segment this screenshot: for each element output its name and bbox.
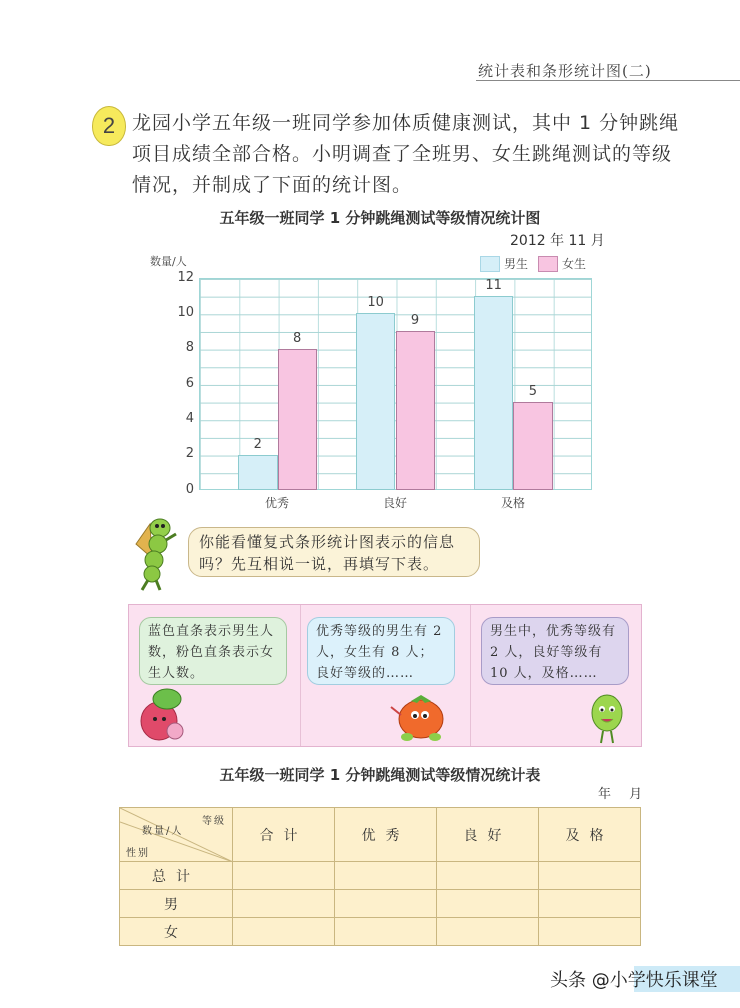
page-header-title: 统计表和条形统计图(二) bbox=[478, 62, 652, 80]
bar-girls-0 bbox=[278, 349, 317, 490]
y-tick: 12 bbox=[177, 270, 194, 285]
table-cell-input[interactable] bbox=[437, 918, 539, 946]
table-cell-input[interactable] bbox=[233, 918, 335, 946]
pepper-character-icon bbox=[585, 687, 629, 745]
table-cell-input[interactable] bbox=[335, 862, 437, 890]
legend-label-boys: 男生 bbox=[504, 257, 529, 271]
y-tick: 6 bbox=[185, 376, 194, 391]
chart-legend bbox=[480, 255, 586, 272]
legend-label-girls: 女生 bbox=[562, 257, 587, 271]
row-label-boys: 男 bbox=[120, 890, 233, 918]
y-axis-label: 数量/人 bbox=[150, 255, 187, 268]
x-category-label: 及格 bbox=[500, 496, 525, 510]
bar-value-label: 11 bbox=[485, 277, 502, 293]
table-cell-input[interactable] bbox=[539, 918, 641, 946]
bar-boys-1 bbox=[356, 313, 395, 490]
corner-label-gender: 性别 bbox=[126, 848, 150, 859]
caterpillar-character-icon bbox=[130, 514, 182, 592]
statistics-table bbox=[119, 807, 641, 946]
problem-number-badge bbox=[92, 106, 126, 146]
bar-boys-2 bbox=[474, 296, 513, 490]
table-date: 年 月 bbox=[598, 787, 643, 802]
y-tick: 2 bbox=[185, 446, 194, 461]
bar-value-label: 9 bbox=[410, 313, 420, 328]
table-cell-input[interactable] bbox=[233, 862, 335, 890]
chart-title: 五年级一班同学 1 分钟跳绳测试等级情况统计图 bbox=[219, 209, 541, 227]
table-row bbox=[120, 890, 641, 918]
table-cell-input[interactable] bbox=[539, 862, 641, 890]
radish-character-icon bbox=[137, 687, 187, 743]
watermark-text: 头条 @小学快乐课堂 bbox=[550, 970, 718, 991]
table-row bbox=[120, 862, 641, 890]
x-category-label: 良好 bbox=[382, 496, 407, 510]
header-divider bbox=[476, 80, 740, 81]
table-cell-input[interactable] bbox=[335, 890, 437, 918]
column-header-good: 良好 bbox=[437, 808, 539, 862]
speech-bubble-blue: 优秀等级的男生有 2 人，女生有 8 人；良好等级的…… bbox=[307, 617, 455, 685]
y-tick: 0 bbox=[185, 482, 194, 497]
bar-boys-0 bbox=[238, 455, 277, 490]
bar-value-label: 2 bbox=[253, 436, 262, 452]
table-cell-input[interactable] bbox=[233, 890, 335, 918]
y-tick: 8 bbox=[185, 340, 194, 355]
speech-bubble-green: 蓝色直条表示男生人数，粉色直条表示女生人数。 bbox=[139, 617, 287, 685]
table-cell-input[interactable] bbox=[335, 918, 437, 946]
row-label-total: 总计 bbox=[120, 862, 233, 890]
y-tick: 4 bbox=[185, 411, 194, 426]
problem-number: 2 bbox=[102, 113, 116, 138]
bar-value-label: 10 bbox=[367, 295, 384, 311]
legend-swatch-girls bbox=[538, 256, 558, 272]
corner-label-quantity: 数量/人 bbox=[142, 826, 184, 837]
speech-bubble-purple: 男生中，优秀等级有 2 人，良好等级有 10 人，及格…… bbox=[481, 617, 629, 685]
row-label-girls: 女 bbox=[120, 918, 233, 946]
bar-value-label: 8 bbox=[292, 330, 302, 346]
table-cell-input[interactable] bbox=[539, 890, 641, 918]
bar-girls-1 bbox=[396, 331, 435, 490]
discussion-panel bbox=[128, 604, 642, 747]
table-row bbox=[120, 918, 641, 946]
chart-date: 2012 年 11 月 bbox=[510, 233, 605, 249]
legend-swatch-boys bbox=[480, 256, 500, 272]
column-header-excellent: 优秀 bbox=[335, 808, 437, 862]
bar-value-label: 5 bbox=[528, 383, 538, 399]
table-cell-input[interactable] bbox=[437, 890, 539, 918]
table-cell-input[interactable] bbox=[437, 862, 539, 890]
table-header-row bbox=[120, 808, 641, 862]
corner-label-grade: 等级 bbox=[202, 816, 226, 827]
table-title: 五年级一班同学 1 分钟跳绳测试等级情况统计表 bbox=[219, 766, 541, 784]
problem-text: 龙园小学五年级一班同学参加体质健康测试，其中 1 分钟跳绳项目成绩全部合格。小明调查了全班男、女生跳绳测试的等级情况，并制成了下面的统计图。 bbox=[132, 112, 680, 196]
speech-bubble-main: 你能看懂复式条形统计图表示的信息吗？先互相说一说，再填写下表。 bbox=[188, 527, 480, 577]
tomato-character-icon bbox=[387, 693, 451, 743]
table-corner-header bbox=[120, 808, 233, 862]
x-category-label: 优秀 bbox=[264, 496, 289, 510]
bar-girls-2 bbox=[513, 402, 552, 490]
y-tick: 10 bbox=[177, 305, 194, 320]
column-header-pass: 及格 bbox=[539, 808, 641, 862]
column-header-total: 合计 bbox=[233, 808, 335, 862]
